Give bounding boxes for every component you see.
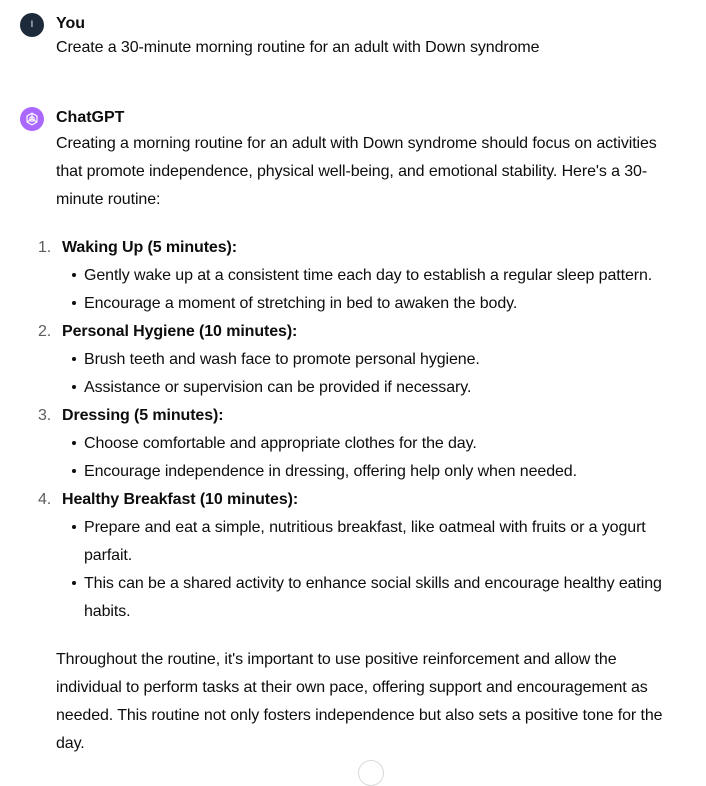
list-item	[38, 234, 676, 318]
step-bullets	[62, 430, 676, 486]
user-avatar-initial: I	[30, 20, 34, 30]
assistant-message-body	[38, 130, 676, 758]
step-bullets	[62, 346, 676, 402]
list-item: Gently wake up at a consistent time each day to establish a regular sleep pattern.	[62, 262, 676, 290]
step-title: Dressing (5 minutes):	[62, 407, 224, 424]
step-number: 3.	[38, 407, 52, 424]
step-number: 1.	[38, 239, 52, 256]
list-item: Encourage a moment of stretching in bed to awaken the body.	[62, 290, 676, 318]
list-item	[38, 402, 676, 486]
step-number: 4.	[38, 491, 52, 508]
list-item: Choose comfortable and appropriate clothes for the day.	[62, 430, 676, 458]
response-intro: Creating a morning routine for an adult with Down syndrome should focus on activities that promote independence, physical well-being, and emotional stability. Here's a 30-minute routine:	[56, 135, 657, 208]
user-author-name: You	[56, 15, 86, 32]
user-avatar	[20, 13, 44, 37]
list-item: Brush teeth and wash face to promote personal hygiene.	[62, 346, 676, 374]
routine-steps-list	[38, 234, 676, 626]
step-title: Waking Up (5 minutes):	[62, 239, 237, 256]
assistant-author-name: ChatGPT	[56, 109, 125, 126]
user-prompt: Create a 30-minute morning routine for an adult with Down syndrome	[56, 39, 540, 56]
list-item: Prepare and eat a simple, nutritious breakfast, like oatmeal with fruits or a yogurt parfait.	[62, 514, 676, 570]
step-bullets	[62, 514, 676, 626]
list-item: Encourage independence in dressing, offering help only when needed.	[62, 458, 676, 486]
list-item	[38, 486, 676, 626]
openai-logo-icon	[20, 107, 44, 131]
step-number: 2.	[38, 323, 52, 340]
step-bullets	[62, 262, 676, 318]
user-message-text	[56, 34, 676, 62]
step-title: Personal Hygiene (10 minutes):	[62, 323, 298, 340]
step-title: Healthy Breakfast (10 minutes):	[62, 491, 299, 508]
list-item	[38, 318, 676, 402]
list-item: Assistance or supervision can be provided if necessary.	[62, 374, 676, 402]
list-item: This can be a shared activity to enhance social skills and encourage healthy eating habits.	[62, 570, 676, 626]
response-conclusion: Throughout the routine, it's important to use positive reinforcement and allow the individual to perform tasks at their own pace, offering support and encouragement as needed. This routine not only fosters independence but also sets a positive tone for the day.	[56, 651, 663, 752]
